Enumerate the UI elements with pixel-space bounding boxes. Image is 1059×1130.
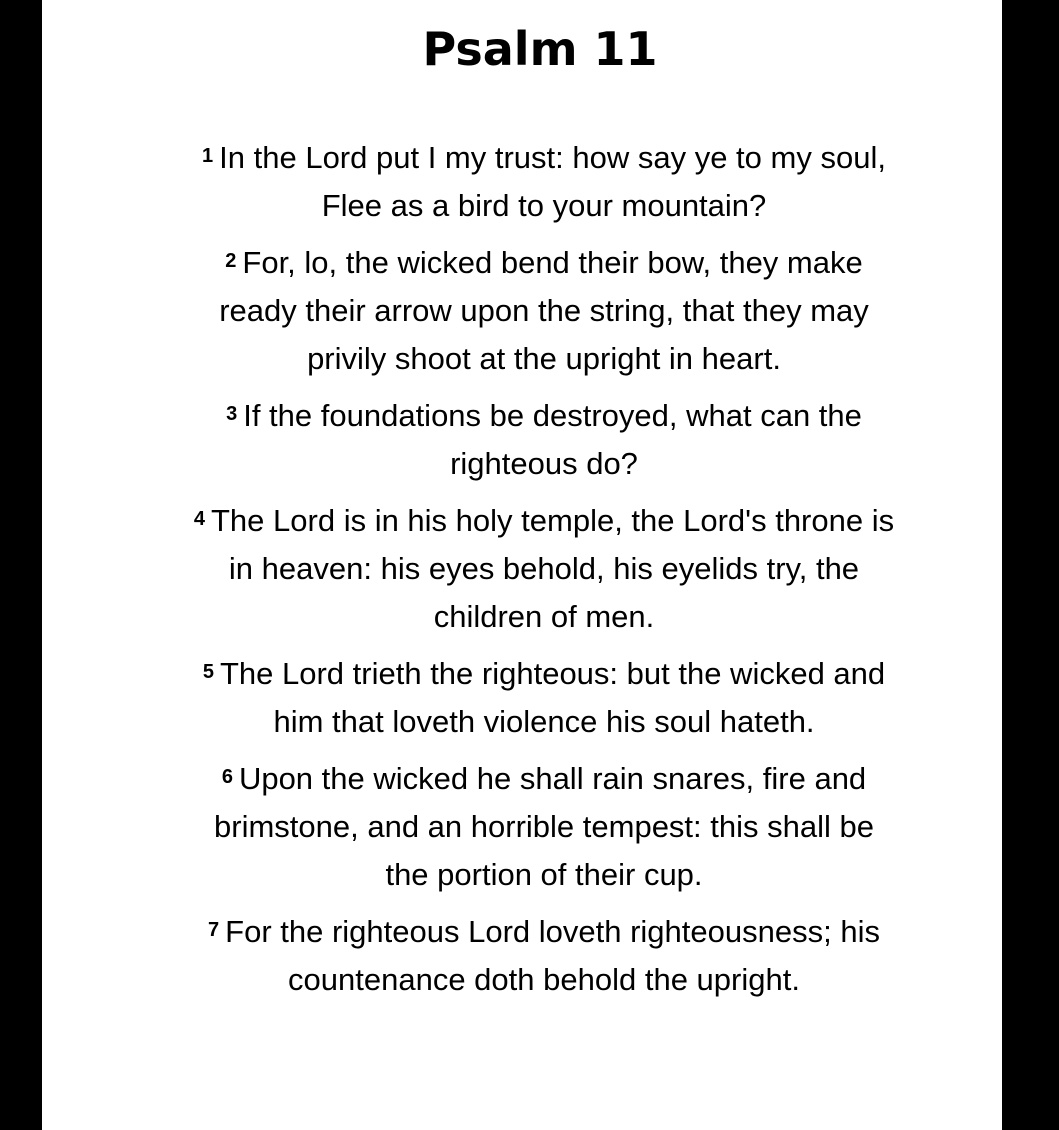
verse-5 (190, 650, 898, 746)
verse-2 (190, 239, 898, 383)
verse-text: If the foundations be destroyed, what can the righteous do? (243, 398, 862, 481)
verse-7 (190, 908, 898, 1004)
verse-number: 2 (225, 250, 237, 272)
verse-number: 7 (208, 919, 220, 941)
verse-list (190, 134, 898, 1013)
verse-number: 4 (193, 508, 205, 530)
verse-text: The Lord trieth the righteous: but the wicked and him that loveth violence his soul hateth. (219, 656, 886, 739)
verse-text: In the Lord put I my trust: how say ye to my soul, Flee as a bird to your mountain? (219, 140, 886, 223)
verse-6 (190, 755, 898, 899)
verse-1 (190, 134, 898, 230)
verse-4 (190, 497, 898, 641)
verse-number: 1 (202, 145, 214, 167)
verse-number: 5 (202, 661, 214, 683)
verse-text: The Lord is in his holy temple, the Lord's throne is in heaven: his eyes behold, his eyelids try, the children of men. (211, 503, 895, 634)
verse-3 (190, 392, 898, 488)
document-page (42, 0, 1002, 1130)
page-title: Psalm 11 (422, 22, 658, 76)
verse-text: Upon the wicked he shall rain snares, fire and brimstone, and an horrible tempest: this shall be the portion of their cup. (214, 761, 874, 892)
verse-text: For, lo, the wicked bend their bow, they make ready their arrow upon the string, that they may privily shoot at the upright in heart. (219, 245, 869, 376)
verse-number: 3 (226, 403, 238, 425)
verse-number: 6 (221, 766, 233, 788)
verse-text: For the righteous Lord loveth righteousness; his countenance doth behold the upright. (225, 914, 880, 997)
